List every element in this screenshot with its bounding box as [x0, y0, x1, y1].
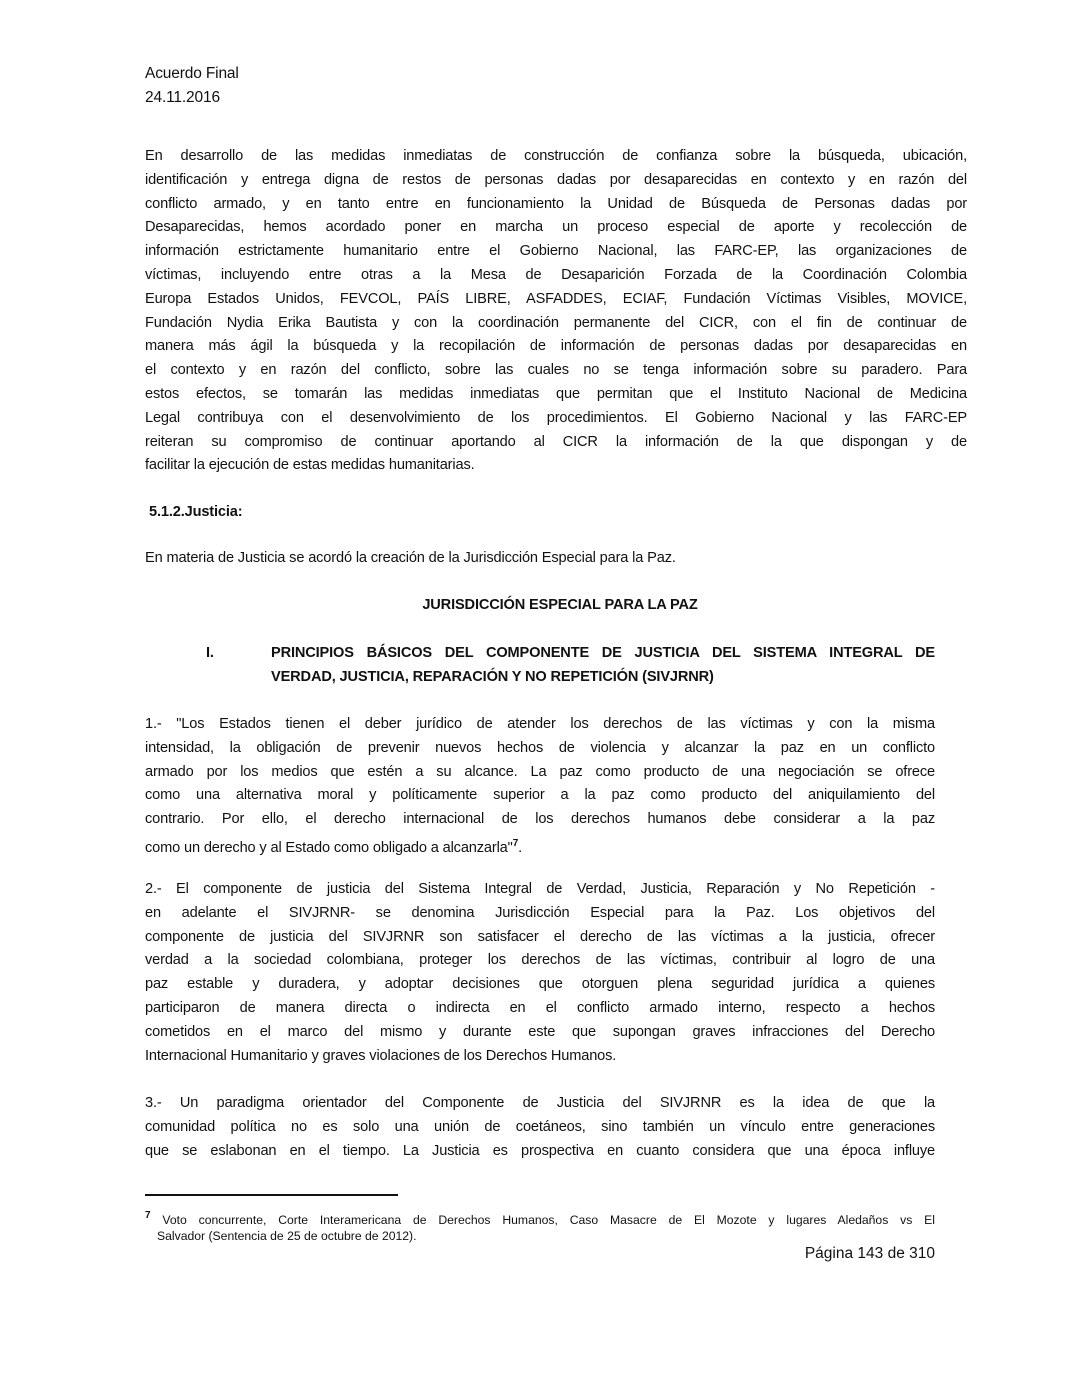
text-line: cometidos en el marco del mismo y durante este que supongan graves infracciones del Derecho: [145, 1023, 935, 1040]
document-header: [145, 62, 239, 110]
text-line: armado por los medios que estén a su alcance. La paz como producto de una negociación se ofrece: [145, 763, 935, 780]
text-line: víctimas, incluyendo entre otras a la Mesa de Desaparición Forzada de la Coordinación Colombia: [145, 266, 967, 283]
text-line: intensidad, la obligación de prevenir nuevos hechos de violencia y alcanzar la paz en un conflicto: [145, 739, 935, 756]
paragraph-2: [145, 878, 935, 1068]
paragraph-3: [145, 1092, 935, 1163]
text-line: En desarrollo de las medidas inmediatas de construcción de confianza sobre la búsqueda, ubicación,: [145, 148, 967, 164]
footnote-separator: [145, 1194, 398, 1196]
paragraph-1-end: .: [518, 839, 523, 856]
text-line: estos efectos, se tomarán las medidas inmediatas que permitan que el Instituto Nacional de Medicina: [145, 385, 967, 402]
text-line: en adelante el SIVJRNR- se denomina Jurisdicción Especial para la Paz. Los objetivos del: [145, 904, 935, 921]
text-line: Fundación Nydia Erika Bautista y con la coordinación permanente del CICR, con el fin de continuar de: [145, 314, 967, 331]
text-line: como un derecho y al Estado como obligado a alcanzarla"$^7$.: [145, 837, 523, 856]
text-line: información estrictamente humanitario entre el Gobierno Nacional, las FARC-EP, las organizaciones de: [145, 243, 967, 260]
text-line: conflicto armado, y en tanto entre en funcionamiento la Unidad de Búsqueda de Personas dadas por: [145, 195, 967, 212]
text-line: Legal contribuya con el desenvolvimiento de los procedimientos. El Gobierno Nacional y las FARC-EP: [145, 409, 967, 426]
text-line: Europa Estados Unidos, FEVCOL, PAÍS LIBRE, ASFADDES, ECIAF, Fundación Víctimas Visibles, MOVICE,: [145, 290, 967, 307]
footnote: [145, 1206, 935, 1246]
text-line: componente de justicia del SIVJRNR son satisfacer el derecho de las víctimas a la justicia, ofrecer: [145, 928, 935, 945]
text-line: manera más ágil la búsqueda y la recopilación de información de personas dadas por desaparecidas en: [145, 338, 967, 355]
text-line: verdad a la sociedad colombiana, proteger los derechos de las víctimas, contribuir al logro de una: [145, 952, 935, 969]
footnote-line: $^7$ Voto concurrente, Corte Interamericana de Derechos Humanos, Caso Masacre de El Mozote y lugares Aledaños vs El: [145, 1210, 935, 1227]
intro-paragraph: [145, 145, 967, 478]
text-line: paz estable y duradera, y adoptar decisiones que otorguen plena seguridad jurídica a quienes: [145, 976, 935, 993]
text-line: contrario. Por ello, el derecho internacional de los derechos humanos debe considerar a la paz: [145, 811, 935, 828]
text-line: 1.- "Los Estados tienen el deber jurídico de atender los derechos de las víctimas y con la misma: [145, 716, 935, 732]
footnote-number: 7: [145, 1210, 151, 1221]
header-date: 24.11.2016: [145, 89, 220, 106]
text-line: 3.- Un paradigma orientador del Componente de Justicia del SIVJRNR es la idea de que la: [145, 1095, 935, 1111]
page-number: Página 143 de 310: [804, 1245, 935, 1262]
footnote-reference[interactable]: 7: [512, 837, 519, 849]
roman-heading: [271, 642, 935, 690]
paragraph-1: [145, 713, 935, 856]
text-line: reiteran su compromiso de continuar aportando al CICR la información de la que dispongan y de: [145, 433, 967, 450]
header-title: Acuerdo Final: [145, 65, 239, 82]
footnote-line: Salvador (Sentencia de 25 de octubre de 2012).: [157, 1229, 417, 1243]
center-title: JURISDICCIÓN ESPECIAL PARA LA PAZ: [422, 597, 698, 613]
text-line: Desaparecidas, hemos acordado poner en marcha un proceso especial de aporte y recolección de: [145, 219, 967, 236]
text-line: Internacional Humanitario y graves violaciones de los Derechos Humanos.: [145, 1047, 617, 1064]
text-line: facilitar la ejecución de estas medidas humanitarias.: [145, 457, 475, 474]
text-line: 2.- El componente de justicia del Sistema Integral de Verdad, Justicia, Reparación y No Repetición -: [145, 881, 935, 897]
text-line: que se eslabonan en el tiempo. La Justicia es prospectiva en cuanto considera que una época influye: [145, 1142, 935, 1159]
text-line: el contexto y en razón del conflicto, sobre las cuales no se tenga información sobre su paradero. Para: [145, 362, 967, 379]
text-line: como una alternativa moral y políticamente superior a la paz como producto del aniquilamiento del: [145, 787, 935, 804]
section-intro: En materia de Justicia se acordó la creación de la Jurisdicción Especial para la Paz.: [145, 550, 676, 566]
roman-heading-line: PRINCIPIOS BÁSICOS DEL COMPONENTE DE JUSTICIA DEL SISTEMA INTEGRAL DE: [271, 645, 935, 661]
roman-numeral: I.: [206, 645, 214, 661]
text-line: identificación y entrega digna de restos de personas dadas por desaparecidas en contexto y en razón del: [145, 171, 967, 188]
roman-heading-line: VERDAD, JUSTICIA, REPARACIÓN Y NO REPETICIÓN (SIVJRNR): [271, 668, 714, 685]
section-heading: 5.1.2.Justicia:: [149, 504, 243, 520]
text-line: participaron de manera directa o indirecta en el conflicto armado interno, respecto a hechos: [145, 999, 935, 1016]
text-line: comunidad política no es solo una unión de coetáneos, sino también un vínculo entre generaciones: [145, 1118, 935, 1135]
